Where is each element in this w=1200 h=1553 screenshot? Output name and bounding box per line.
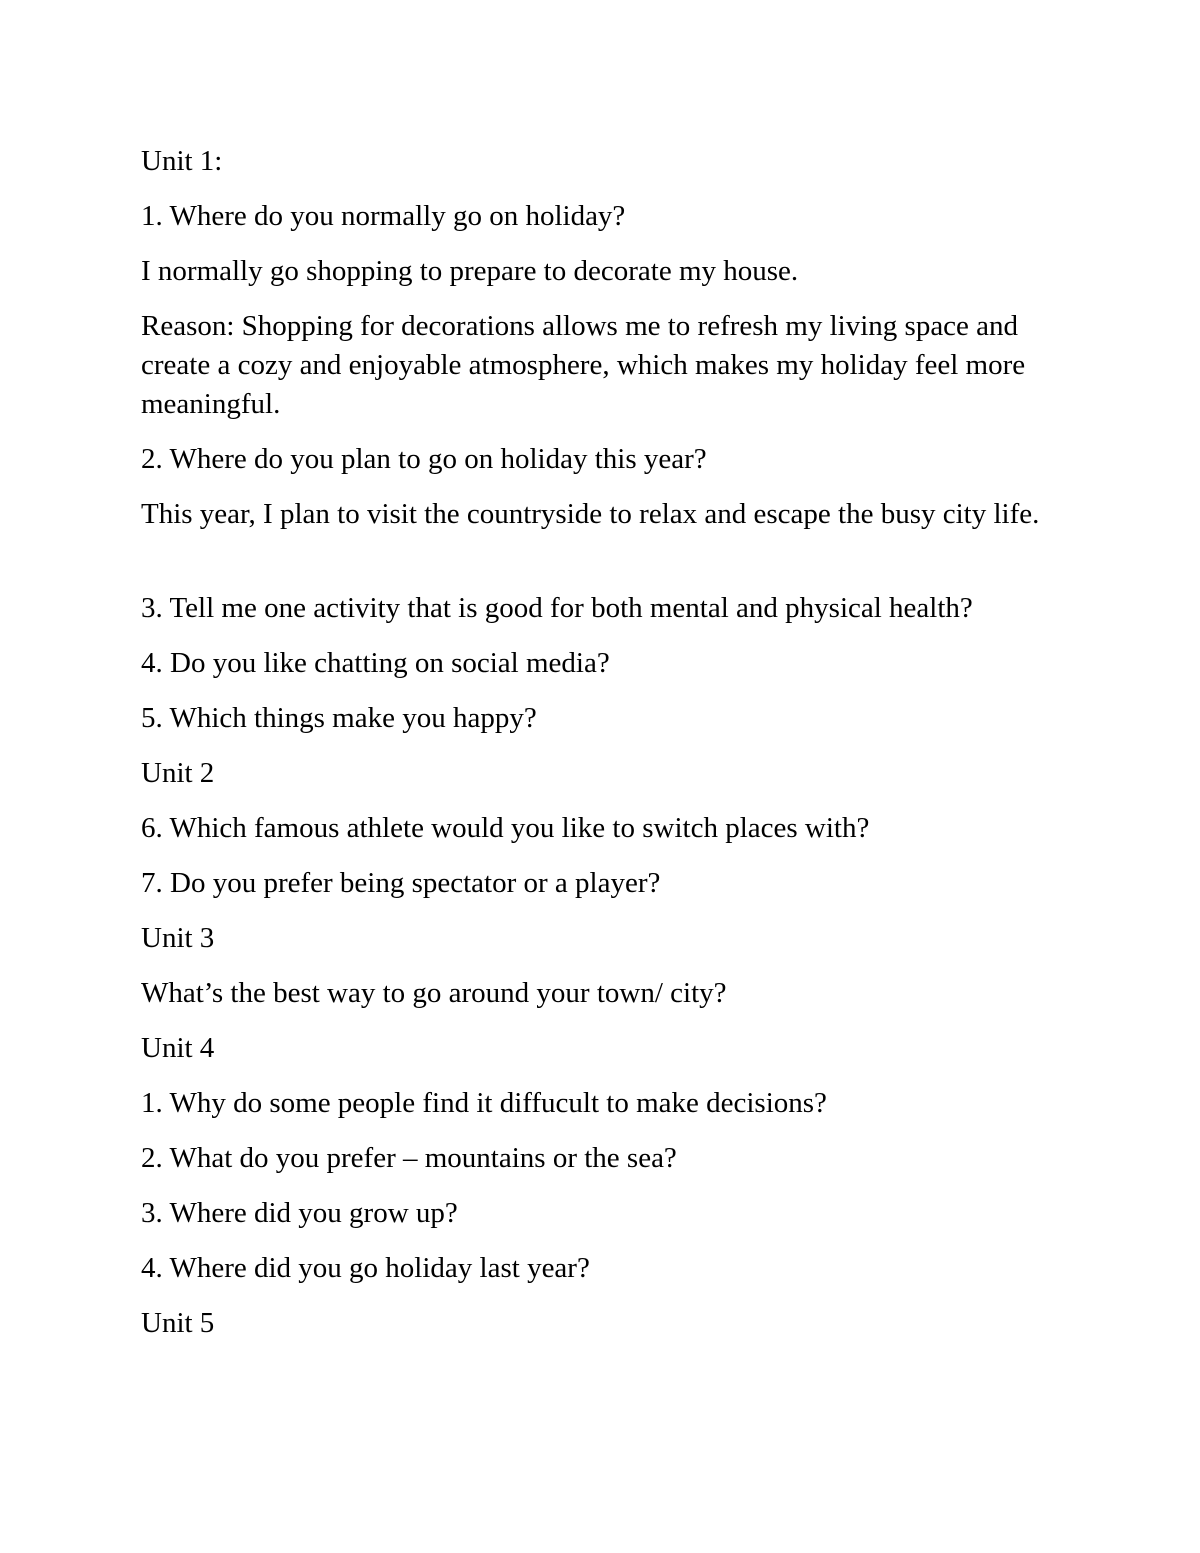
question-paragraph: 4. Do you like chatting on social media? (141, 647, 610, 679)
unit-3-heading: Unit 3 (141, 922, 215, 954)
unit-4-heading: Unit 4 (141, 1032, 215, 1064)
question-paragraph: 2. What do you prefer – mountains or the sea? (141, 1142, 677, 1174)
document-body (141, 142, 1071, 1359)
answer-paragraph: This year, I plan to visit the countryside to relax and escape the busy city life. (141, 498, 1040, 530)
unit-1-heading: Unit 1: (141, 145, 223, 177)
question-paragraph: 4. Where did you go holiday last year? (141, 1252, 590, 1284)
question-paragraph: 3. Where did you grow up? (141, 1197, 458, 1229)
reason-paragraph: Reason: Shopping for decorations allows me to refresh my living space and create a cozy and enjoyable atmosphere, which makes my holiday feel more meaningful. (141, 310, 1026, 420)
question-paragraph: 7. Do you prefer being spectator or a player? (141, 867, 661, 899)
question-paragraph: 1. Where do you normally go on holiday? (141, 200, 626, 232)
question-paragraph: 5. Which things make you happy? (141, 702, 537, 734)
question-paragraph: 6. Which famous athlete would you like to switch places with? (141, 812, 870, 844)
question-paragraph: 3. Tell me one activity that is good for both mental and physical health? (141, 592, 973, 624)
question-paragraph: 1. Why do some people find it diffucult to make decisions? (141, 1087, 827, 1119)
question-paragraph: What’s the best way to go around your town/ city? (141, 977, 727, 1009)
answer-paragraph: I normally go shopping to prepare to decorate my house. (141, 255, 799, 287)
unit-5-heading: Unit 5 (141, 1307, 215, 1339)
unit-2-heading: Unit 2 (141, 757, 215, 789)
question-paragraph: 2. Where do you plan to go on holiday this year? (141, 443, 707, 475)
